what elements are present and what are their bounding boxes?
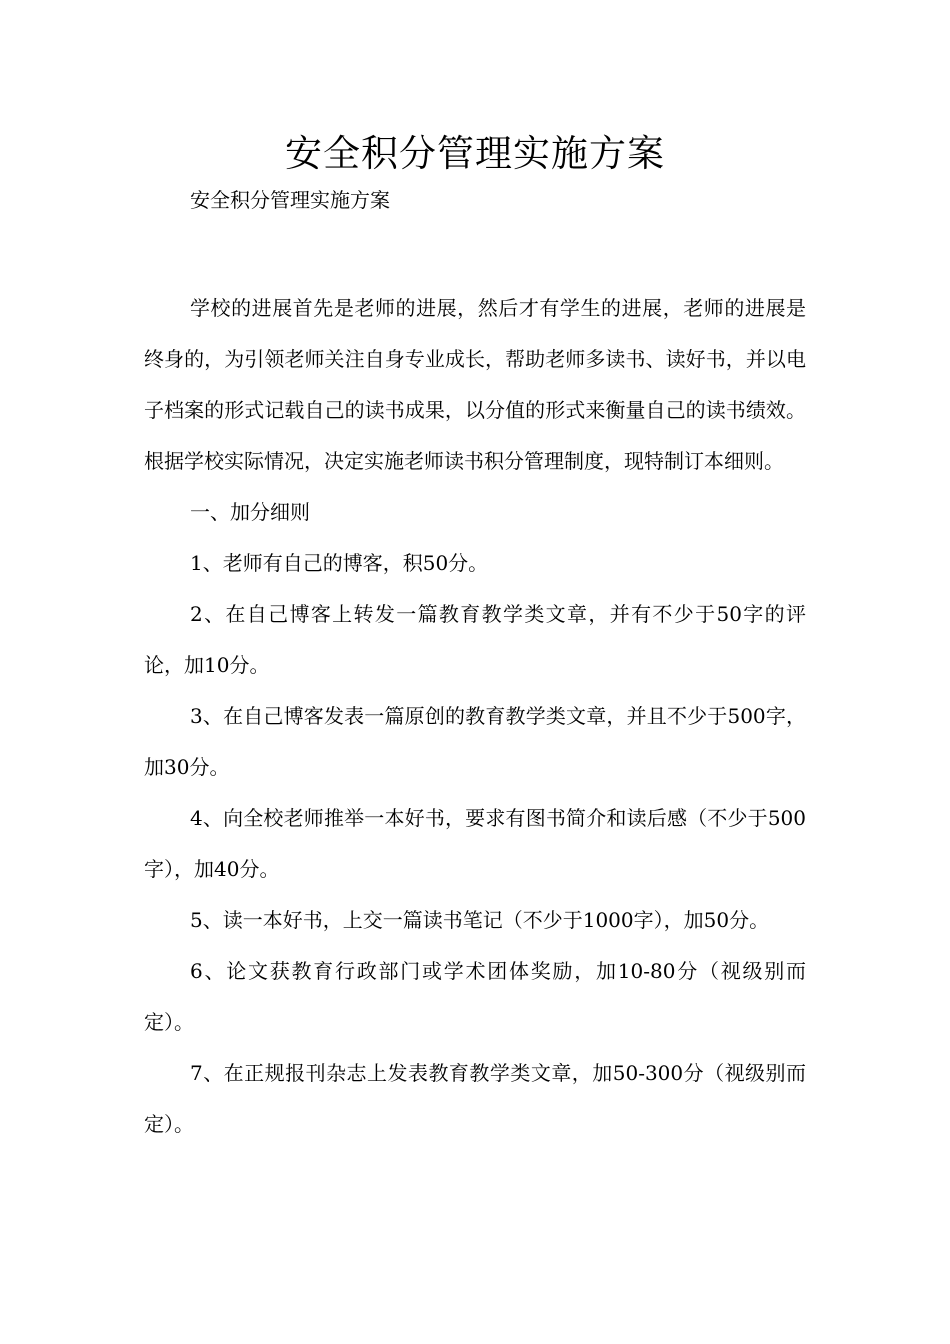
rule-item-2: 2、在自己博客上转发一篇教育教学类文章，并有不少于50字的评论，加10分。 (144, 602, 806, 677)
intro-paragraph: 学校的进展首先是老师的进展，然后才有学生的进展，老师的进展是终身的，为引领老师关注自身专业成长，帮助老师多读书、读好书，并以电子档案的形式记载自己的读书成果，以分值的形式来衡量自己的读书绩效。根据学校实际情况，决定实施老师读书积分管理制度，现特制订本细则。 (144, 296, 806, 473)
section-heading-bonus-rules: 一、加分细则 (190, 500, 310, 524)
rule-item-6: 6、论文获教育行政部门或学术团体奖励，加10-80分（视级别而定）。 (144, 959, 806, 1034)
document-body (144, 283, 806, 1150)
rule-item-4: 4、向全校老师推举一本好书，要求有图书简介和读后感（不少于500字），加40分。 (144, 806, 806, 881)
document-title: 安全积分管理实施方案 (285, 132, 665, 175)
rule-item-1: 1、老师有自己的博客，积50分。 (190, 551, 489, 575)
rule-item-7: 7、在正规报刊杂志上发表教育教学类文章，加50-300分（视级别而定）。 (144, 1061, 806, 1136)
document-subtitle: 安全积分管理实施方案 (190, 188, 390, 212)
rule-item-5: 5、读一本好书，上交一篇读书笔记（不少于1000字），加50分。 (190, 908, 770, 932)
rule-item-3: 3、在自己博客发表一篇原创的教育教学类文章，并且不少于500字，加30分。 (144, 704, 806, 779)
